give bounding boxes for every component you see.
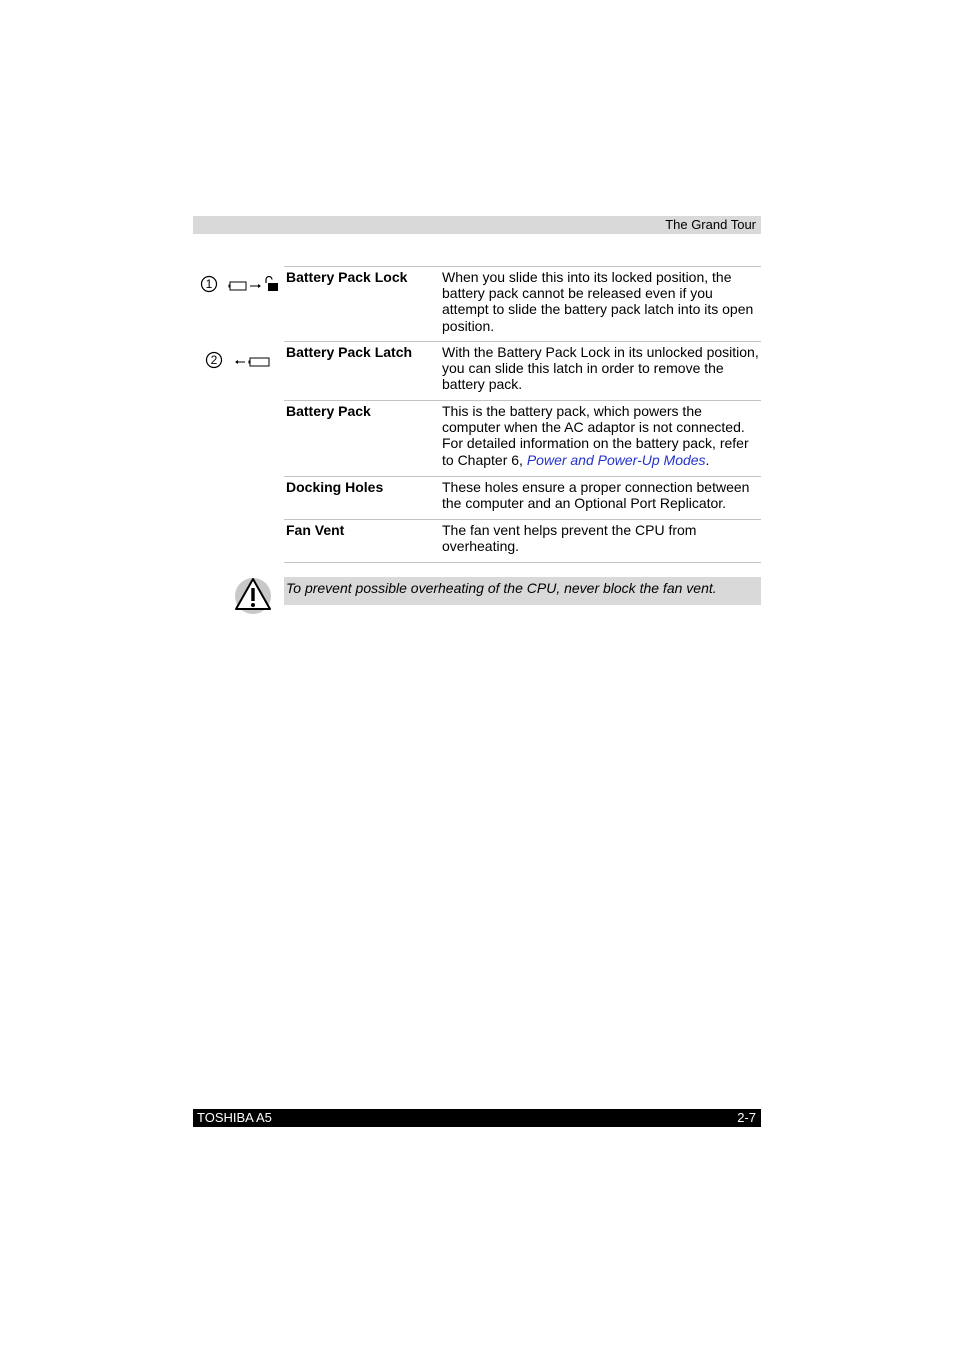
chapter-link[interactable]: Power and Power-Up Modes <box>526 451 706 468</box>
description: These holes ensure a proper connection between the computer and an Optional Port Replicator. <box>442 479 750 512</box>
svg-text:1: 1 <box>205 277 213 291</box>
chapter-title: The Grand Tour <box>665 217 756 232</box>
number-circle-1-icon <box>200 275 220 295</box>
component-table <box>284 266 761 563</box>
table-row <box>284 477 761 520</box>
legend-item-2 <box>205 351 273 371</box>
description: When you slide this into its locked position, the battery pack cannot be released even if you attempt to slide the battery pack latch into its open position. <box>442 269 754 334</box>
legend-item-1 <box>200 275 282 295</box>
table-row <box>284 267 761 342</box>
svg-text:2: 2 <box>210 353 218 367</box>
description: With the Battery Pack Lock in its unlocked position, you can slide this latch in order to remove the battery pack. <box>442 344 759 393</box>
table-row <box>284 342 761 401</box>
running-header <box>193 216 761 234</box>
description: This is the battery pack, which powers the computer when the AC adaptor is not connected. For detailed information on the battery pack, refer to Chapter 6, Power and Power-Up Modes. <box>442 403 749 468</box>
table-row <box>284 401 761 477</box>
running-footer <box>193 1109 761 1127</box>
warning-triangle-icon <box>233 576 273 616</box>
product-name: TOSHIBA A5 <box>197 1110 272 1125</box>
term: Battery Pack Latch <box>286 344 413 360</box>
battery-lock-icon <box>228 276 282 294</box>
battery-latch-icon <box>233 352 273 370</box>
term: Battery Pack Lock <box>286 269 408 285</box>
term: Docking Holes <box>286 479 384 495</box>
term: Fan Vent <box>286 522 345 538</box>
table-row <box>284 520 761 563</box>
term: Battery Pack <box>286 403 371 419</box>
page-number: 2-7 <box>737 1110 756 1125</box>
description: The fan vent helps prevent the CPU from overheating. <box>442 522 697 555</box>
caution-note: To prevent possible overheating of the CPU, never block the fan vent. <box>284 577 761 605</box>
number-circle-2-icon <box>205 351 225 371</box>
